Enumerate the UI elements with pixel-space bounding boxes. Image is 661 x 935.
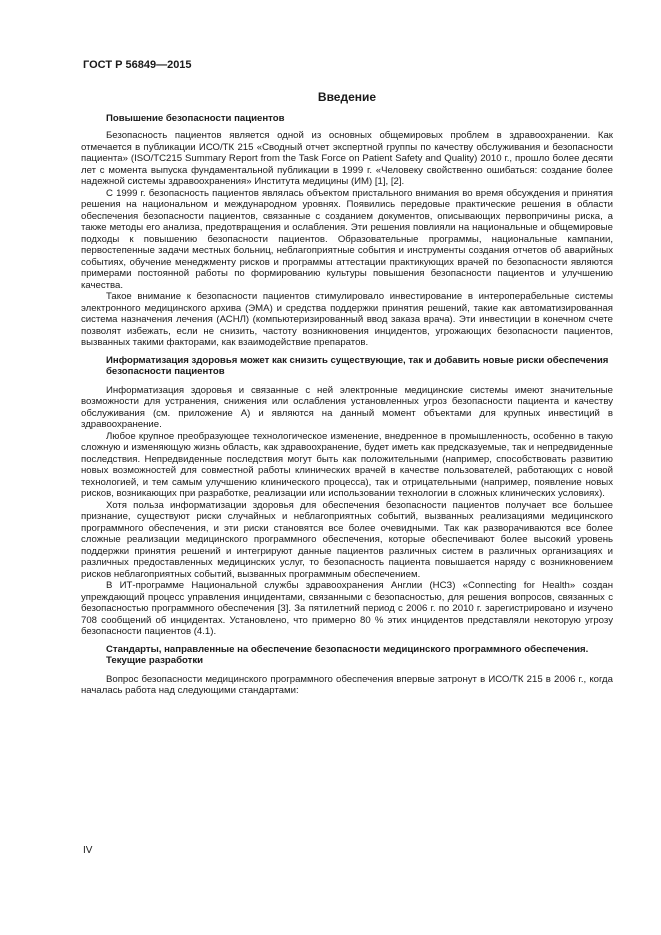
document-body bbox=[81, 92, 613, 697]
section-heading: Информатизация здоровья может как снизить существующие, так и добавить новые риски обеспечения безопасности пациентов bbox=[106, 354, 609, 377]
paragraph: Вопрос безопасности медицинского программного обеспечения впервые затронут в ИСО/ТК 215 в 2006 г., когда началась работа над следующими стандартами: bbox=[81, 673, 613, 696]
section-heading: Стандарты, направленные на обеспечение безопасности медицинского программного обеспечения. Текущие разработки bbox=[106, 643, 589, 666]
paragraph: Любое крупное преобразующее технологическое изменение, внедренное в промышленность, особенно в такую сложную и изменяющую жизнь область, как здравоохранение, будет иметь как предсказуемые, так и непредвиденные последствия. Непредвиденные последствия могут быть как положительными (например, способствовать развитию новых возможностей для совместной работы клинических врачей в качестве пользователей, работающих с новой технологией, и тем самым улучшению клинического процесса), так и отрицательными (например, появление новых рисков, возникающих при разработке, реализации или использовании технологии в сложных клинических условиях). bbox=[81, 430, 613, 499]
standard-header: ГОСТ Р 56849—2015 bbox=[83, 59, 192, 71]
paragraph: Информатизация здоровья и связанные с ней электронные медицинские системы имеют значительные возможности для устранения, снижения или ослабления установленных угроз безопасности пациента и качеству обслуживания (см. приложение А) и являются на данный момент объектами для крупных инвестиций в здравоохранение. bbox=[81, 384, 613, 430]
paragraph: В ИТ-программе Национальной службы здравоохранения Англии (НСЗ) «Connecting for Health» создан упреждающий процесс управления инцидентами, связанными с безопасностью, для решения вопросов, связанных с безопасностью программного обеспечения [3]. За пятилетний период с 2006 г. по 2010 г. зарегистрировано и изучено 708 сообщений об инцидентах. Установлено, что примерно 80 % этих инцидентов представляли некоторую угрозу безопасности пациентов (4.1). bbox=[81, 580, 613, 637]
paragraph: Хотя польза информатизации здоровья для обеспечения безопасности пациентов получает все большее признание, существуют риски случайных и неблагоприятных событий, вызванных реализациями медицинского программного обеспечения, и эти риски становятся все более очевидными. Так как разворачиваются все более сложные реализации медицинского программного обеспечения, которые обеспечивают более высокий уровень поддержки принятия решений и интегрируют данные пациентов различных систем в различных организациях и различных предоставленных медицинских услуг, то безопасность пациента повышается наряду с возникновением рисков неблагоприятных событий, вызванных программным обеспечением. bbox=[81, 499, 613, 580]
page-title: Введение bbox=[317, 90, 377, 104]
page-number: IV bbox=[83, 845, 93, 856]
paragraph: Такое внимание к безопасности пациентов стимулировало инвестирование в интероперабельные системы электронного медицинского архива (ЭМА) и средства поддержки принятия решений, такие как автоматизированная система назначения лечения (АСНЛ) (компьютеризированный ввод заказа врача). Эти инвестиции в конечном счете позволят избежать, если не снизить, частоту возникновения инцидентов, угрожающих безопасности пациентов, вызванных такими факторами, как взаимодействие препаратов. bbox=[81, 291, 613, 348]
paragraph: С 1999 г. безопасность пациентов являлась объектом пристального внимания во время обсуждения и принятия решения на национальном и международном уровнях. Появились передовые практические решения в области обеспечения безопасности пациентов, связанные с созданием документов, описывающих первопричины риска, а также методы его анализа, предотвращения и ослабления. Эти решения повлияли на национальные и общемировые подходы к повышению безопасности пациентов. Образовательные программы, национальные кампании, первостепенные задачи местных больниц, неблагоприятные события и инструменты создания отчетов об аварийных событиях, обучение менеджменту рисков и программы аттестации практикующих врачей по безопасности являются примерами постоянной работы по формированию культуры повышения безопасности пациентов и улучшению качества. bbox=[81, 187, 613, 291]
section-heading: Повышение безопасности пациентов bbox=[106, 112, 285, 124]
paragraph: Безопасность пациентов является одной из основных общемировых проблем в здравоохранении. Как отмечается в публикации ИСО/ТК 215 «Сводный отчет экспертной группы по качеству обслуживания и безопасности пациента» (ISO/TC215 Summary Report from the Task Force on Patient Safety and Quality) 2010 г., прошло более десяти лет с момента выпуска фундаментальной публикации в 1999 г. «Человеку свойственно ошибаться: создание более надежной системы здравоохранения» Института медицины (ИМ) [1], [2]. bbox=[81, 130, 613, 187]
